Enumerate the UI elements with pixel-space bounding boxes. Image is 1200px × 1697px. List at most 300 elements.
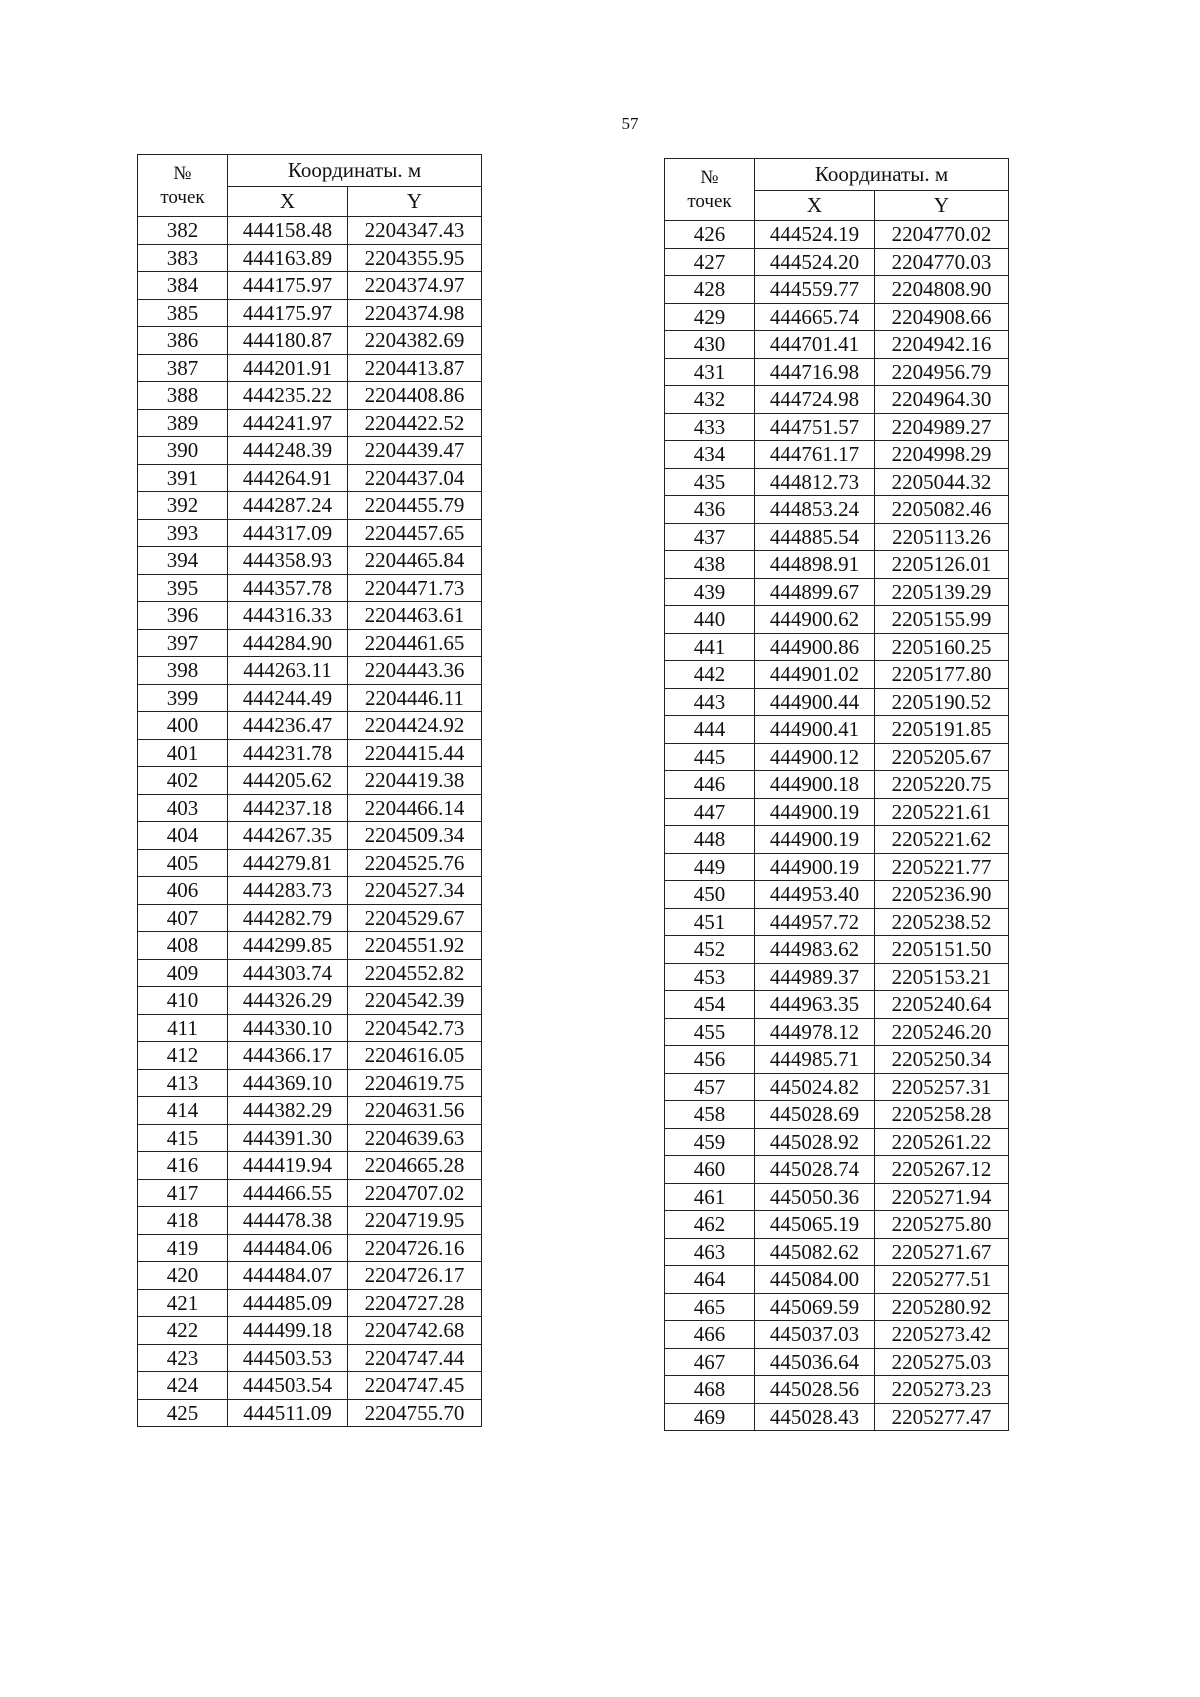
y-coordinate-cell: 2205238.52 <box>875 908 1009 936</box>
table-row <box>138 904 482 932</box>
point-number-cell: 461 <box>665 1183 755 1211</box>
table-row <box>138 739 482 767</box>
x-coordinate-cell: 444484.07 <box>228 1262 348 1290</box>
table-row <box>665 771 1009 799</box>
x-coordinate-cell: 444985.71 <box>755 1046 875 1074</box>
point-number-cell: 441 <box>665 633 755 661</box>
table-row <box>665 496 1009 524</box>
x-coordinate-cell: 444983.62 <box>755 936 875 964</box>
x-coordinate-cell: 444391.30 <box>228 1124 348 1152</box>
table-row <box>138 1207 482 1235</box>
point-number-cell: 431 <box>665 358 755 386</box>
y-coordinate-cell: 2204415.44 <box>348 739 482 767</box>
point-number-cell: 459 <box>665 1128 755 1156</box>
table-row <box>665 743 1009 771</box>
point-number-cell: 409 <box>138 959 228 987</box>
x-coordinate-cell: 445037.03 <box>755 1321 875 1349</box>
table-row <box>138 1014 482 1042</box>
table-row <box>665 221 1009 249</box>
x-coordinate-cell: 444478.38 <box>228 1207 348 1235</box>
table-row <box>138 1234 482 1262</box>
x-coordinate-cell: 444382.29 <box>228 1097 348 1125</box>
y-coordinate-cell: 2205277.47 <box>875 1403 1009 1431</box>
point-number-header-line1: № <box>700 166 719 188</box>
x-coordinate-cell: 444484.06 <box>228 1234 348 1262</box>
y-coordinate-cell: 2205139.29 <box>875 578 1009 606</box>
y-coordinate-cell: 2205082.46 <box>875 496 1009 524</box>
y-coordinate-cell: 2204463.61 <box>348 602 482 630</box>
y-coordinate-cell: 2204719.95 <box>348 1207 482 1235</box>
table-row <box>138 684 482 712</box>
table-row <box>665 523 1009 551</box>
point-number-cell: 464 <box>665 1266 755 1294</box>
y-coordinate-cell: 2205246.20 <box>875 1018 1009 1046</box>
y-coordinate-cell: 2204747.44 <box>348 1344 482 1372</box>
point-number-cell: 400 <box>138 712 228 740</box>
table-row <box>665 798 1009 826</box>
point-number-cell: 456 <box>665 1046 755 1074</box>
point-number-header <box>665 159 755 221</box>
table-row <box>665 1266 1009 1294</box>
point-number-cell: 396 <box>138 602 228 630</box>
page-number: 57 <box>621 114 639 133</box>
table-row <box>138 959 482 987</box>
y-coordinate-cell: 2204747.45 <box>348 1372 482 1400</box>
y-coordinate-cell: 2204770.03 <box>875 248 1009 276</box>
point-number-cell: 397 <box>138 629 228 657</box>
point-number-cell: 401 <box>138 739 228 767</box>
point-number-cell: 422 <box>138 1317 228 1345</box>
point-number-cell: 434 <box>665 441 755 469</box>
y-coordinate-cell: 2204726.16 <box>348 1234 482 1262</box>
x-coordinate-cell: 444235.22 <box>228 382 348 410</box>
point-number-cell: 395 <box>138 574 228 602</box>
table-row <box>665 1046 1009 1074</box>
table-row <box>138 244 482 272</box>
table-row <box>665 1293 1009 1321</box>
table-row <box>665 1018 1009 1046</box>
y-coordinate-cell: 2205258.28 <box>875 1101 1009 1129</box>
point-number-cell: 403 <box>138 794 228 822</box>
y-coordinate-cell: 2205221.61 <box>875 798 1009 826</box>
table-row <box>138 1372 482 1400</box>
point-number-cell: 443 <box>665 688 755 716</box>
table-row <box>138 1344 482 1372</box>
point-number-cell: 419 <box>138 1234 228 1262</box>
x-coordinate-cell: 444503.54 <box>228 1372 348 1400</box>
table-row <box>138 409 482 437</box>
y-coordinate-cell: 2205275.03 <box>875 1348 1009 1376</box>
point-number-cell: 420 <box>138 1262 228 1290</box>
point-number-header-line2: точек <box>687 190 732 212</box>
point-number-cell: 445 <box>665 743 755 771</box>
x-coordinate-cell: 444326.29 <box>228 987 348 1015</box>
table-row <box>665 936 1009 964</box>
point-number-cell: 426 <box>665 221 755 249</box>
y-coordinate-cell: 2204755.70 <box>348 1399 482 1427</box>
y-coordinate-cell: 2204457.65 <box>348 519 482 547</box>
x-coordinate-cell: 444989.37 <box>755 963 875 991</box>
point-number-cell: 462 <box>665 1211 755 1239</box>
y-coordinate-cell: 2204726.17 <box>348 1262 482 1290</box>
table-row <box>665 578 1009 606</box>
y-coordinate-cell: 2204808.90 <box>875 276 1009 304</box>
y-coordinate-cell: 2205155.99 <box>875 606 1009 634</box>
point-number-cell: 437 <box>665 523 755 551</box>
y-coordinate-cell: 2204619.75 <box>348 1069 482 1097</box>
x-coordinate-cell: 444317.09 <box>228 519 348 547</box>
table-row <box>665 441 1009 469</box>
point-number-cell: 406 <box>138 877 228 905</box>
x-coordinate-cell: 444205.62 <box>228 767 348 795</box>
point-number-cell: 433 <box>665 413 755 441</box>
table-row <box>665 908 1009 936</box>
point-number-cell: 460 <box>665 1156 755 1184</box>
point-number-cell: 435 <box>665 468 755 496</box>
point-number-cell: 424 <box>138 1372 228 1400</box>
table-row <box>138 1152 482 1180</box>
point-number-cell: 393 <box>138 519 228 547</box>
table-row <box>665 853 1009 881</box>
table-row <box>665 1128 1009 1156</box>
x-coordinate-cell: 444236.47 <box>228 712 348 740</box>
table-row <box>138 217 482 245</box>
y-coordinate-cell: 2205280.92 <box>875 1293 1009 1321</box>
x-coordinate-cell: 444524.20 <box>755 248 875 276</box>
x-coordinate-cell: 444901.02 <box>755 661 875 689</box>
point-number-cell: 451 <box>665 908 755 936</box>
y-coordinate-cell: 2204989.27 <box>875 413 1009 441</box>
x-coordinate-cell: 444812.73 <box>755 468 875 496</box>
x-coordinate-cell: 444283.73 <box>228 877 348 905</box>
x-coordinate-cell: 444751.57 <box>755 413 875 441</box>
table-row <box>665 1376 1009 1404</box>
table-row <box>665 248 1009 276</box>
table-row <box>138 1289 482 1317</box>
point-number-cell: 391 <box>138 464 228 492</box>
y-coordinate-cell: 2205220.75 <box>875 771 1009 799</box>
table-row <box>665 386 1009 414</box>
table-row <box>665 991 1009 1019</box>
x-header: X <box>228 187 348 217</box>
point-number-cell: 418 <box>138 1207 228 1235</box>
x-coordinate-cell: 444900.19 <box>755 798 875 826</box>
y-coordinate-cell: 2204465.84 <box>348 547 482 575</box>
y-coordinate-cell: 2204727.28 <box>348 1289 482 1317</box>
y-coordinate-cell: 2204551.92 <box>348 932 482 960</box>
y-coordinate-cell: 2204471.73 <box>348 574 482 602</box>
point-number-cell: 417 <box>138 1179 228 1207</box>
table-row <box>138 382 482 410</box>
point-number-cell: 384 <box>138 272 228 300</box>
x-coordinate-cell: 445028.92 <box>755 1128 875 1156</box>
point-number-cell: 439 <box>665 578 755 606</box>
x-coordinate-cell: 444357.78 <box>228 574 348 602</box>
point-number-cell: 405 <box>138 849 228 877</box>
y-coordinate-cell: 2204525.76 <box>348 849 482 877</box>
table-row <box>138 1124 482 1152</box>
table-row <box>138 1399 482 1427</box>
table-row <box>138 657 482 685</box>
x-coordinate-cell: 444511.09 <box>228 1399 348 1427</box>
point-number-cell: 455 <box>665 1018 755 1046</box>
y-coordinate-cell: 2205273.42 <box>875 1321 1009 1349</box>
x-coordinate-cell: 444369.10 <box>228 1069 348 1097</box>
point-number-cell: 382 <box>138 217 228 245</box>
table-row <box>665 633 1009 661</box>
x-coordinate-cell: 444724.98 <box>755 386 875 414</box>
point-number-cell: 414 <box>138 1097 228 1125</box>
table-row <box>138 794 482 822</box>
y-coordinate-cell: 2204408.86 <box>348 382 482 410</box>
point-number-cell: 386 <box>138 327 228 355</box>
point-number-cell: 463 <box>665 1238 755 1266</box>
point-number-cell: 387 <box>138 354 228 382</box>
point-number-header-line2: точек <box>160 186 205 208</box>
x-coordinate-cell: 444900.62 <box>755 606 875 634</box>
x-coordinate-cell: 444330.10 <box>228 1014 348 1042</box>
point-number-cell: 410 <box>138 987 228 1015</box>
table-row <box>665 303 1009 331</box>
table-row <box>665 1403 1009 1431</box>
table-row <box>138 849 482 877</box>
point-number-cell: 466 <box>665 1321 755 1349</box>
y-coordinate-cell: 2204355.95 <box>348 244 482 272</box>
x-coordinate-cell: 444466.55 <box>228 1179 348 1207</box>
table-row <box>665 826 1009 854</box>
x-coordinate-cell: 444419.94 <box>228 1152 348 1180</box>
table-row <box>138 464 482 492</box>
table-row <box>665 1238 1009 1266</box>
point-number-cell: 423 <box>138 1344 228 1372</box>
x-coordinate-cell: 444978.12 <box>755 1018 875 1046</box>
x-coordinate-cell: 444263.11 <box>228 657 348 685</box>
point-number-header-line1: № <box>173 162 192 184</box>
y-coordinate-cell: 2205221.77 <box>875 853 1009 881</box>
x-coordinate-cell: 444885.54 <box>755 523 875 551</box>
y-coordinate-cell: 2204422.52 <box>348 409 482 437</box>
y-header: Y <box>875 191 1009 221</box>
x-coordinate-cell: 444499.18 <box>228 1317 348 1345</box>
x-coordinate-cell: 444485.09 <box>228 1289 348 1317</box>
point-number-cell: 468 <box>665 1376 755 1404</box>
y-coordinate-cell: 2204639.63 <box>348 1124 482 1152</box>
x-coordinate-cell: 444244.49 <box>228 684 348 712</box>
x-coordinate-cell: 444248.39 <box>228 437 348 465</box>
y-coordinate-cell: 2204665.28 <box>348 1152 482 1180</box>
y-coordinate-cell: 2205273.23 <box>875 1376 1009 1404</box>
x-coordinate-cell: 444175.97 <box>228 299 348 327</box>
point-number-cell: 442 <box>665 661 755 689</box>
x-coordinate-cell: 444287.24 <box>228 492 348 520</box>
y-coordinate-cell: 2205205.67 <box>875 743 1009 771</box>
x-coordinate-cell: 444237.18 <box>228 794 348 822</box>
y-coordinate-cell: 2204437.04 <box>348 464 482 492</box>
y-coordinate-cell: 2204347.43 <box>348 217 482 245</box>
x-coordinate-cell: 445036.64 <box>755 1348 875 1376</box>
point-number-cell: 425 <box>138 1399 228 1427</box>
table-row <box>665 551 1009 579</box>
x-coordinate-cell: 444701.41 <box>755 331 875 359</box>
y-coordinate-cell: 2204542.73 <box>348 1014 482 1042</box>
x-coordinate-cell: 445028.56 <box>755 1376 875 1404</box>
y-coordinate-cell: 2204509.34 <box>348 822 482 850</box>
x-coordinate-cell: 444898.91 <box>755 551 875 579</box>
x-header: X <box>755 191 875 221</box>
y-coordinate-cell: 2205044.32 <box>875 468 1009 496</box>
x-coordinate-cell: 444900.86 <box>755 633 875 661</box>
x-coordinate-cell: 444853.24 <box>755 496 875 524</box>
x-coordinate-cell: 444900.44 <box>755 688 875 716</box>
x-coordinate-cell: 444716.98 <box>755 358 875 386</box>
x-coordinate-cell: 444158.48 <box>228 217 348 245</box>
x-coordinate-cell: 444284.90 <box>228 629 348 657</box>
table-row <box>665 1348 1009 1376</box>
y-coordinate-cell: 2204382.69 <box>348 327 482 355</box>
y-coordinate-cell: 2205277.51 <box>875 1266 1009 1294</box>
point-number-cell: 447 <box>665 798 755 826</box>
table-row <box>665 1073 1009 1101</box>
point-number-cell: 429 <box>665 303 755 331</box>
table-row <box>138 987 482 1015</box>
point-number-header <box>138 155 228 217</box>
y-coordinate-cell: 2204942.16 <box>875 331 1009 359</box>
y-coordinate-cell: 2205153.21 <box>875 963 1009 991</box>
y-coordinate-cell: 2204770.02 <box>875 221 1009 249</box>
y-coordinate-cell: 2205271.67 <box>875 1238 1009 1266</box>
table-row <box>665 1183 1009 1211</box>
y-coordinate-cell: 2205160.25 <box>875 633 1009 661</box>
table-row <box>665 1101 1009 1129</box>
coordinates-table-right <box>664 158 1009 1431</box>
y-coordinate-cell: 2204529.67 <box>348 904 482 932</box>
table-row <box>138 1317 482 1345</box>
point-number-cell: 430 <box>665 331 755 359</box>
table-row <box>665 1321 1009 1349</box>
x-coordinate-cell: 444267.35 <box>228 822 348 850</box>
table-row <box>138 1179 482 1207</box>
point-number-cell: 407 <box>138 904 228 932</box>
table-row <box>138 327 482 355</box>
table-row <box>138 1042 482 1070</box>
table-row <box>138 1069 482 1097</box>
y-coordinate-cell: 2205151.50 <box>875 936 1009 964</box>
table-row <box>138 299 482 327</box>
x-coordinate-cell: 444665.74 <box>755 303 875 331</box>
table-row <box>138 272 482 300</box>
point-number-cell: 450 <box>665 881 755 909</box>
x-coordinate-cell: 444231.78 <box>228 739 348 767</box>
y-coordinate-cell: 2204419.38 <box>348 767 482 795</box>
y-coordinate-cell: 2204707.02 <box>348 1179 482 1207</box>
point-number-cell: 458 <box>665 1101 755 1129</box>
x-coordinate-cell: 444900.12 <box>755 743 875 771</box>
y-coordinate-cell: 2204455.79 <box>348 492 482 520</box>
y-coordinate-cell: 2205113.26 <box>875 523 1009 551</box>
table-row <box>665 1156 1009 1184</box>
x-coordinate-cell: 444299.85 <box>228 932 348 960</box>
point-number-cell: 453 <box>665 963 755 991</box>
point-number-cell: 469 <box>665 1403 755 1431</box>
point-number-cell: 411 <box>138 1014 228 1042</box>
x-coordinate-cell: 444953.40 <box>755 881 875 909</box>
table-row <box>665 331 1009 359</box>
table-row <box>138 822 482 850</box>
point-number-cell: 454 <box>665 991 755 1019</box>
table-row <box>138 1262 482 1290</box>
y-coordinate-cell: 2205267.12 <box>875 1156 1009 1184</box>
y-coordinate-cell: 2205250.34 <box>875 1046 1009 1074</box>
y-coordinate-cell: 2205261.22 <box>875 1128 1009 1156</box>
point-number-cell: 385 <box>138 299 228 327</box>
point-number-cell: 388 <box>138 382 228 410</box>
x-coordinate-cell: 444264.91 <box>228 464 348 492</box>
table-row <box>138 877 482 905</box>
x-coordinate-cell: 444180.87 <box>228 327 348 355</box>
y-coordinate-cell: 2204374.98 <box>348 299 482 327</box>
table-row <box>665 413 1009 441</box>
point-number-cell: 449 <box>665 853 755 881</box>
y-coordinate-cell: 2204439.47 <box>348 437 482 465</box>
table-row <box>138 519 482 547</box>
y-coordinate-cell: 2204631.56 <box>348 1097 482 1125</box>
point-number-cell: 446 <box>665 771 755 799</box>
x-coordinate-cell: 445028.43 <box>755 1403 875 1431</box>
table-row <box>665 468 1009 496</box>
x-coordinate-cell: 444900.18 <box>755 771 875 799</box>
x-coordinate-cell: 445065.19 <box>755 1211 875 1239</box>
y-coordinate-cell: 2204956.79 <box>875 358 1009 386</box>
y-coordinate-cell: 2204413.87 <box>348 354 482 382</box>
x-coordinate-cell: 444201.91 <box>228 354 348 382</box>
y-coordinate-cell: 2205271.94 <box>875 1183 1009 1211</box>
point-number-cell: 432 <box>665 386 755 414</box>
x-coordinate-cell: 445028.69 <box>755 1101 875 1129</box>
y-coordinate-cell: 2205177.80 <box>875 661 1009 689</box>
table-row <box>665 276 1009 304</box>
x-coordinate-cell: 444963.35 <box>755 991 875 1019</box>
y-coordinate-cell: 2205257.31 <box>875 1073 1009 1101</box>
table-row <box>665 358 1009 386</box>
y-coordinate-cell: 2204446.11 <box>348 684 482 712</box>
point-number-cell: 390 <box>138 437 228 465</box>
point-number-cell: 402 <box>138 767 228 795</box>
y-coordinate-cell: 2205190.52 <box>875 688 1009 716</box>
y-coordinate-cell: 2204461.65 <box>348 629 482 657</box>
point-number-cell: 438 <box>665 551 755 579</box>
y-coordinate-cell: 2204552.82 <box>348 959 482 987</box>
table-row <box>138 712 482 740</box>
x-coordinate-cell: 444175.97 <box>228 272 348 300</box>
y-coordinate-cell: 2204424.92 <box>348 712 482 740</box>
x-coordinate-cell: 444900.19 <box>755 826 875 854</box>
point-number-cell: 394 <box>138 547 228 575</box>
point-number-cell: 392 <box>138 492 228 520</box>
point-number-cell: 383 <box>138 244 228 272</box>
point-number-cell: 421 <box>138 1289 228 1317</box>
point-number-cell: 467 <box>665 1348 755 1376</box>
x-coordinate-cell: 444559.77 <box>755 276 875 304</box>
point-number-cell: 457 <box>665 1073 755 1101</box>
point-number-cell: 398 <box>138 657 228 685</box>
coordinates-header: Координаты. м <box>755 159 1009 191</box>
table-row <box>665 1211 1009 1239</box>
point-number-cell: 444 <box>665 716 755 744</box>
table-row <box>138 932 482 960</box>
x-coordinate-cell: 444303.74 <box>228 959 348 987</box>
y-coordinate-cell: 2204998.29 <box>875 441 1009 469</box>
point-number-cell: 416 <box>138 1152 228 1180</box>
